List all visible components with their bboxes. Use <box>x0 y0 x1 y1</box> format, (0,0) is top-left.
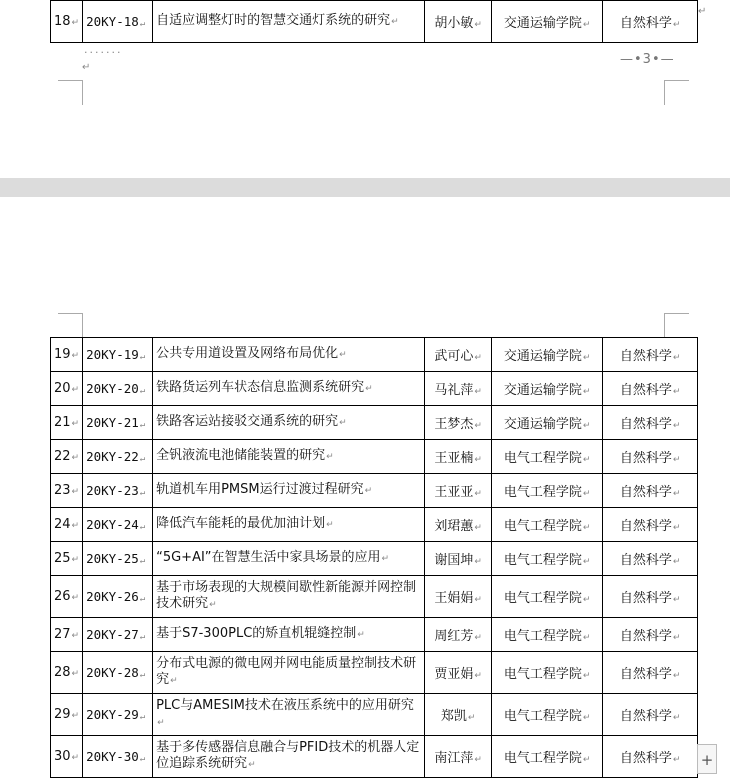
applicant-cell[interactable] <box>425 694 492 736</box>
cell-end-mark: ↵ <box>139 488 146 498</box>
category-cell-text: 自然科学 <box>619 349 672 364</box>
project-title-cell[interactable] <box>153 406 425 440</box>
project-code-cell[interactable] <box>83 508 153 542</box>
document-page-bottom <box>0 197 730 783</box>
page-separator <box>0 178 730 197</box>
applicant-cell[interactable] <box>425 576 492 618</box>
cell-end-mark: ↵ <box>326 452 334 462</box>
row-number-cell-text: 22 <box>54 449 71 464</box>
project-title-cell-text: 轨道机车用PMSM运行过渡过程研究 <box>156 482 364 497</box>
cell-end-mark: ↵ <box>672 633 681 643</box>
cell-end-mark: ↵ <box>71 18 80 28</box>
category-cell[interactable] <box>603 440 698 474</box>
cell-end-mark: ↵ <box>582 489 591 499</box>
project-title-cell[interactable] <box>153 372 425 406</box>
row-number-cell[interactable] <box>51 618 83 652</box>
project-code-cell[interactable] <box>83 372 153 406</box>
cell-end-mark: ↵ <box>71 631 80 641</box>
cell-end-mark: ↵ <box>209 600 217 610</box>
table-row <box>51 508 698 542</box>
project-code-cell[interactable] <box>83 576 153 618</box>
cell-end-mark: ↵ <box>339 350 347 360</box>
college-cell[interactable] <box>492 440 603 474</box>
applicant-cell-text: 郑凯 <box>440 709 467 724</box>
table-row <box>51 1 698 43</box>
row-number-cell[interactable] <box>51 474 83 508</box>
category-cell-text: 自然科学 <box>619 553 672 568</box>
college-cell-text: 电气工程学院 <box>503 751 582 766</box>
row-number-cell[interactable] <box>51 338 83 372</box>
cell-end-mark: ↵ <box>139 420 146 430</box>
row-number-cell-text: 28 <box>54 665 71 680</box>
applicant-cell-text: 武可心 <box>434 349 474 364</box>
category-cell-text: 自然科学 <box>619 16 672 31</box>
project-code-cell-text: 20KY-21 <box>86 415 139 430</box>
category-cell-text: 自然科学 <box>619 667 672 682</box>
row-number-cell[interactable] <box>51 736 83 778</box>
cell-end-mark: ↵ <box>474 387 482 397</box>
project-title-cell-text: 铁路货运列车状态信息监测系统研究 <box>156 380 365 395</box>
college-cell[interactable] <box>492 372 603 406</box>
cell-end-mark: ↵ <box>582 755 591 765</box>
project-code-cell-text: 20KY-20 <box>86 381 139 396</box>
cell-end-mark: ↵ <box>672 489 681 499</box>
cell-end-mark: ↵ <box>391 17 399 27</box>
college-cell[interactable] <box>492 406 603 440</box>
cell-end-mark: ↵ <box>474 353 482 363</box>
row-number-cell[interactable] <box>51 440 83 474</box>
cell-end-mark: ↵ <box>672 595 681 605</box>
college-cell[interactable] <box>492 1 603 43</box>
cell-end-mark: ↵ <box>672 20 681 30</box>
cell-end-mark: ↵ <box>474 489 482 499</box>
category-cell-text: 自然科学 <box>619 591 672 606</box>
project-title-cell-text: 自适应调整灯时的智慧交通灯系统的研究 <box>156 13 391 28</box>
project-title-cell-text: 铁路客运站接驳交通系统的研究 <box>156 414 339 429</box>
crop-mark-right <box>664 80 689 105</box>
project-code-cell-text: 20KY-22 <box>86 449 139 464</box>
college-cell-text: 电气工程学院 <box>503 591 582 606</box>
cell-end-mark: ↵ <box>582 557 591 567</box>
project-title-cell[interactable] <box>153 694 425 736</box>
paragraph-mark: ↵ <box>82 62 91 73</box>
college-cell-text: 电气工程学院 <box>503 519 582 534</box>
project-code-cell[interactable] <box>83 406 153 440</box>
college-cell[interactable] <box>492 474 603 508</box>
college-cell-text: 交通运输学院 <box>503 383 582 398</box>
cell-end-mark: ↵ <box>672 455 681 465</box>
row-number-cell[interactable] <box>51 372 83 406</box>
row-number-cell[interactable] <box>51 542 83 576</box>
row-number-cell[interactable] <box>51 1 83 43</box>
cell-end-mark: ↵ <box>157 718 165 728</box>
college-cell-text: 交通运输学院 <box>503 349 582 364</box>
row-number-cell-text: 19 <box>54 347 71 362</box>
table-row <box>51 338 698 372</box>
project-title-cell[interactable] <box>153 736 425 778</box>
cell-end-mark: ↵ <box>467 713 476 723</box>
cell-end-mark: ↵ <box>71 753 80 763</box>
table-row <box>51 736 698 778</box>
cell-end-mark: ↵ <box>170 676 178 686</box>
cell-end-mark: ↵ <box>474 595 482 605</box>
college-cell[interactable] <box>492 694 603 736</box>
cell-end-mark: ↵ <box>672 387 681 397</box>
cell-end-mark: ↵ <box>139 522 146 532</box>
project-table-bottom <box>50 337 698 778</box>
category-cell-text: 自然科学 <box>619 709 672 724</box>
category-cell[interactable] <box>603 652 698 694</box>
row-number-cell[interactable] <box>51 508 83 542</box>
project-code-cell[interactable] <box>83 694 153 736</box>
applicant-cell[interactable] <box>425 406 492 440</box>
cell-end-mark: ↵ <box>672 713 681 723</box>
cell-end-mark: ↵ <box>672 421 681 431</box>
crop-mark-left <box>58 313 83 338</box>
project-code-cell-text: 20KY-30 <box>86 749 139 764</box>
applicant-cell-text: 周红芳 <box>434 629 474 644</box>
cell-end-mark: ↵ <box>672 557 681 567</box>
applicant-cell[interactable] <box>425 440 492 474</box>
category-cell[interactable] <box>603 736 698 778</box>
category-cell[interactable] <box>603 338 698 372</box>
project-code-cell[interactable] <box>83 618 153 652</box>
college-cell[interactable] <box>492 508 603 542</box>
applicant-cell[interactable] <box>425 618 492 652</box>
applicant-cell[interactable] <box>425 474 492 508</box>
cell-end-mark: ↵ <box>474 633 482 643</box>
project-code-cell[interactable] <box>83 1 153 43</box>
project-code-cell-text: 20KY-23 <box>86 483 139 498</box>
college-cell[interactable] <box>492 652 603 694</box>
project-title-cell-text: 降低汽车能耗的最优加油计划 <box>156 516 326 531</box>
cell-end-mark: ↵ <box>582 421 591 431</box>
cell-end-mark: ↵ <box>582 713 591 723</box>
cell-end-mark: ↵ <box>339 418 347 428</box>
cell-end-mark: ↵ <box>71 487 80 497</box>
cell-end-mark: ↵ <box>139 670 146 680</box>
cell-end-mark: ↵ <box>474 557 482 567</box>
row-number-cell[interactable] <box>51 406 83 440</box>
crop-mark-right <box>664 313 689 338</box>
row-number-cell-text: 24 <box>54 517 71 532</box>
row-number-cell-text: 30 <box>54 749 71 764</box>
row-number-cell-text: 27 <box>54 627 71 642</box>
project-title-cell[interactable] <box>153 542 425 576</box>
applicant-cell-text: 王亚亚 <box>434 485 474 500</box>
project-title-cell[interactable] <box>153 618 425 652</box>
table-row <box>51 406 698 440</box>
cell-end-mark: ↵ <box>474 421 482 431</box>
college-cell-text: 电气工程学院 <box>503 485 582 500</box>
footer-dots: ······· <box>84 46 123 59</box>
college-cell[interactable] <box>492 618 603 652</box>
applicant-cell-text: 马礼萍 <box>434 383 474 398</box>
cell-end-mark: ↵ <box>474 20 482 30</box>
cell-end-mark: ↵ <box>71 593 80 603</box>
project-title-cell[interactable] <box>153 508 425 542</box>
cell-end-mark: ↵ <box>474 455 482 465</box>
table-row <box>51 474 698 508</box>
applicant-cell-text: 王娟娟 <box>434 591 474 606</box>
category-cell[interactable] <box>603 694 698 736</box>
table-row <box>51 372 698 406</box>
project-title-cell-text: 基于市场表现的大规模间歇性新能源并网控制技术研究 <box>156 580 417 611</box>
project-title-cell-text: PLC与AMESIM技术在液压系统中的应用研究 <box>156 698 414 713</box>
project-code-cell-text: 20KY-24 <box>86 517 139 532</box>
cell-end-mark: ↵ <box>582 455 591 465</box>
applicant-cell[interactable] <box>425 542 492 576</box>
cell-end-mark: ↵ <box>139 386 146 396</box>
project-title-cell-text: 分布式电源的微电网并网电能质量控制技术研究 <box>156 656 417 687</box>
table-row <box>51 652 698 694</box>
college-cell-text: 电气工程学院 <box>503 451 582 466</box>
category-cell[interactable] <box>603 1 698 43</box>
cell-end-mark: ↵ <box>582 595 591 605</box>
crop-mark-left <box>58 80 83 105</box>
cell-end-mark: ↵ <box>672 353 681 363</box>
table-row <box>51 542 698 576</box>
category-cell-text: 自然科学 <box>619 451 672 466</box>
cell-end-mark: ↵ <box>139 594 146 604</box>
cell-end-mark: ↵ <box>139 352 146 362</box>
cell-end-mark: ↵ <box>248 760 256 770</box>
category-cell-text: 自然科学 <box>619 383 672 398</box>
category-cell[interactable] <box>603 618 698 652</box>
applicant-cell-text: 贾亚娟 <box>434 667 474 682</box>
cell-end-mark: ↵ <box>582 353 591 363</box>
cell-end-mark: ↵ <box>381 554 390 564</box>
project-code-cell-text: 20KY-29 <box>86 707 139 722</box>
row-end-mark: ↵ <box>698 6 707 17</box>
row-number-cell-text: 25 <box>54 551 71 566</box>
college-cell[interactable] <box>492 542 603 576</box>
category-cell-text: 自然科学 <box>619 519 672 534</box>
table-row <box>51 694 698 736</box>
category-cell[interactable] <box>603 406 698 440</box>
cell-end-mark: ↵ <box>139 19 146 29</box>
applicant-cell[interactable] <box>425 1 492 43</box>
cell-end-mark: ↵ <box>71 555 80 565</box>
project-title-cell-text: 基于S7-300PLC的矫直机辊缝控制 <box>156 626 357 641</box>
applicant-cell[interactable] <box>425 736 492 778</box>
project-code-cell-text: 20KY-19 <box>86 347 139 362</box>
college-cell-text: 交通运输学院 <box>503 417 582 432</box>
cell-end-mark: ↵ <box>582 671 591 681</box>
cell-end-mark: ↵ <box>139 754 146 764</box>
project-title-cell-text: 公共专用道设置及网络布局优化 <box>156 346 339 361</box>
project-title-cell[interactable] <box>153 1 425 43</box>
project-title-cell[interactable] <box>153 338 425 372</box>
category-cell-text: 自然科学 <box>619 751 672 766</box>
cell-end-mark: ↵ <box>582 20 591 30</box>
applicant-cell[interactable] <box>425 338 492 372</box>
cell-end-mark: ↵ <box>326 520 334 530</box>
project-code-cell-text: 20KY-18 <box>86 14 139 29</box>
category-cell[interactable] <box>603 474 698 508</box>
category-cell[interactable] <box>603 372 698 406</box>
project-code-cell[interactable] <box>83 652 153 694</box>
cell-end-mark: ↵ <box>139 632 146 642</box>
applicant-cell-text: 刘珺蕙 <box>434 519 474 534</box>
college-cell-text: 交通运输学院 <box>503 16 582 31</box>
project-code-cell-text: 20KY-25 <box>86 551 139 566</box>
project-code-cell-text: 20KY-27 <box>86 627 139 642</box>
cell-end-mark: ↵ <box>582 523 591 533</box>
project-code-cell-text: 20KY-26 <box>86 589 139 604</box>
category-cell-text: 自然科学 <box>619 485 672 500</box>
applicant-cell-text: 谢国坤 <box>434 553 474 568</box>
category-cell[interactable] <box>603 576 698 618</box>
project-title-cell-text: “5G+AI”在智慧生活中家具场景的应用 <box>156 550 381 565</box>
project-code-cell[interactable] <box>83 474 153 508</box>
project-code-cell[interactable] <box>83 542 153 576</box>
college-cell-text: 电气工程学院 <box>503 553 582 568</box>
cell-end-mark: ↵ <box>474 523 482 533</box>
cell-end-mark: ↵ <box>71 521 80 531</box>
cell-end-mark: ↵ <box>139 454 146 464</box>
cell-end-mark: ↵ <box>474 755 482 765</box>
category-cell-text: 自然科学 <box>619 629 672 644</box>
project-title-cell[interactable] <box>153 474 425 508</box>
cell-end-mark: ↵ <box>71 385 80 395</box>
project-code-cell[interactable] <box>83 440 153 474</box>
applicant-cell-text: 南江萍 <box>434 751 474 766</box>
project-title-cell[interactable] <box>153 440 425 474</box>
row-number-cell[interactable] <box>51 694 83 736</box>
college-cell-text: 电气工程学院 <box>503 629 582 644</box>
cell-end-mark: ↵ <box>71 453 80 463</box>
applicant-cell-text: 王亚楠 <box>434 451 474 466</box>
cell-end-mark: ↵ <box>364 486 373 496</box>
cell-end-mark: ↵ <box>71 351 80 361</box>
cell-end-mark: ↵ <box>672 671 681 681</box>
add-row-button[interactable]: + <box>697 744 717 774</box>
cell-end-mark: ↵ <box>71 419 80 429</box>
college-cell[interactable] <box>492 576 603 618</box>
college-cell[interactable] <box>492 736 603 778</box>
applicant-cell[interactable] <box>425 372 492 406</box>
project-table-top <box>50 0 698 43</box>
applicant-cell-text: 王梦杰 <box>434 417 474 432</box>
cell-end-mark: ↵ <box>474 671 482 681</box>
applicant-cell[interactable] <box>425 508 492 542</box>
cell-end-mark: ↵ <box>672 523 681 533</box>
cell-end-mark: ↵ <box>357 630 365 640</box>
table-row <box>51 618 698 652</box>
cell-end-mark: ↵ <box>139 712 146 722</box>
category-cell[interactable] <box>603 542 698 576</box>
project-title-cell-text: 全钒液流电池储能装置的研究 <box>156 448 326 463</box>
cell-end-mark: ↵ <box>365 384 373 394</box>
college-cell-text: 电气工程学院 <box>503 709 582 724</box>
cell-end-mark: ↵ <box>71 711 80 721</box>
row-number-cell-text: 23 <box>54 483 71 498</box>
cell-end-mark: ↵ <box>71 669 80 679</box>
document-page-top <box>0 0 730 178</box>
project-code-cell[interactable] <box>83 736 153 778</box>
cell-end-mark: ↵ <box>582 633 591 643</box>
project-title-cell[interactable] <box>153 652 425 694</box>
category-cell-text: 自然科学 <box>619 417 672 432</box>
project-code-cell[interactable] <box>83 338 153 372</box>
category-cell[interactable] <box>603 508 698 542</box>
table-row <box>51 440 698 474</box>
applicant-cell-text: 胡小敏 <box>434 16 474 31</box>
row-number-cell-text: 18 <box>54 14 71 29</box>
applicant-cell[interactable] <box>425 652 492 694</box>
project-code-cell-text: 20KY-28 <box>86 665 139 680</box>
college-cell-text: 电气工程学院 <box>503 667 582 682</box>
row-number-cell-text: 29 <box>54 707 71 722</box>
project-title-cell-text: 基于多传感器信息融合与PFID技术的机器人定位追踪系统研究 <box>156 740 420 771</box>
cell-end-mark: ↵ <box>672 755 681 765</box>
row-number-cell-text: 21 <box>54 415 71 430</box>
table-row <box>51 576 698 618</box>
row-number-cell[interactable] <box>51 652 83 694</box>
project-title-cell[interactable] <box>153 576 425 618</box>
cell-end-mark: ↵ <box>139 556 146 566</box>
row-number-cell-text: 26 <box>54 589 71 604</box>
college-cell[interactable] <box>492 338 603 372</box>
page-number: —•3•— <box>620 52 675 67</box>
cell-end-mark: ↵ <box>582 387 591 397</box>
row-number-cell-text: 20 <box>54 381 71 396</box>
row-number-cell[interactable] <box>51 576 83 618</box>
